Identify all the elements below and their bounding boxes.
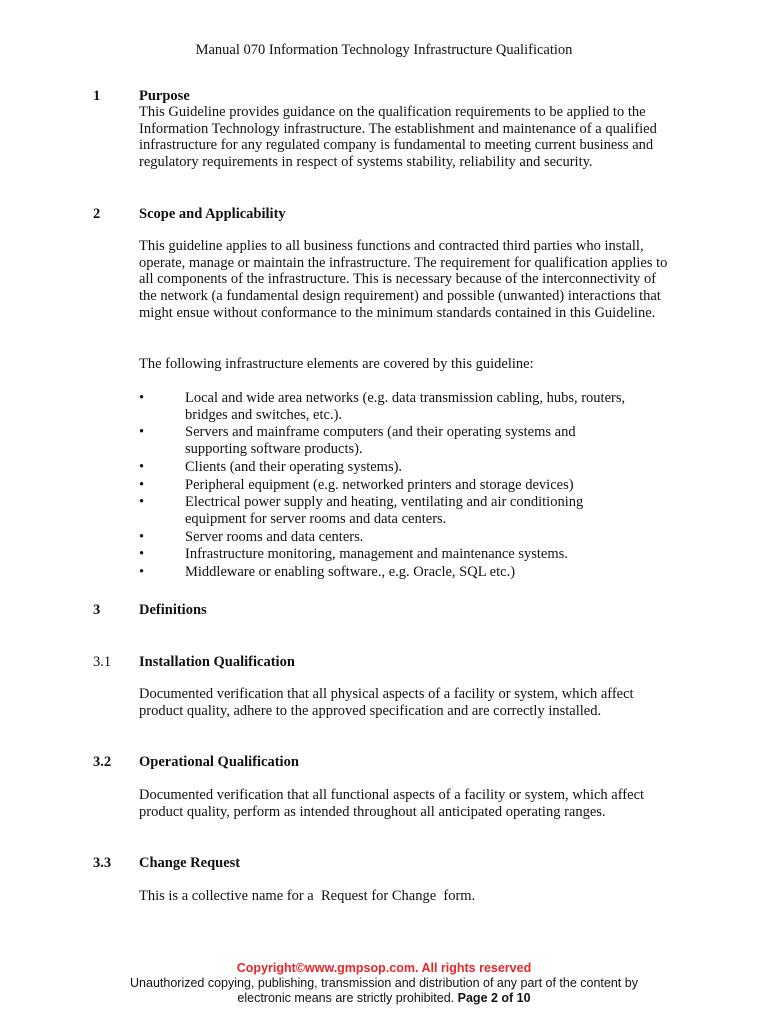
list-item bbox=[139, 477, 639, 494]
notice-line-1: Unauthorized copying, publishing, transmission and distribution of any part of the content by bbox=[130, 976, 638, 990]
bullet-icon: • bbox=[139, 564, 145, 581]
notice-line-2-text: electronic means are strictly prohibited. bbox=[237, 991, 455, 1005]
subsection-number-iq: 3.1 bbox=[93, 654, 112, 670]
list-item bbox=[139, 390, 639, 423]
oq-paragraph: Documented verification that all functional aspects of a facility or system, which affect product quality, perform as intended throughout all anticipated operating ranges. bbox=[139, 787, 645, 820]
infrastructure-elements-list bbox=[139, 390, 639, 582]
subsection-heading-oq: Operational Qualification bbox=[139, 754, 299, 770]
section-heading-definitions: Definitions bbox=[139, 602, 207, 618]
list-item-text: Local and wide area networks (e.g. data transmission cabling, hubs, routers, bridges and switches, etc.). bbox=[185, 390, 626, 423]
page-number: Page 2 of 10 bbox=[457, 991, 531, 1005]
bullet-icon: • bbox=[139, 546, 145, 563]
scope-paragraph: This guideline applies to all business functions and contracted third parties who install, operate, manage or maintain the infrastructure. The requirement for qualification applies to all components of the infrastructure. This is necessary because of the interconnectivity of the network (a fundamental design requirement) and possible (unwanted) interactions that might ensue without conformance to the minimum standards contained in this Guideline. bbox=[139, 238, 668, 321]
section-number-purpose: 1 bbox=[93, 88, 101, 104]
section-number-scope: 2 bbox=[93, 206, 101, 222]
section-number-definitions: 3 bbox=[93, 602, 101, 618]
list-item-text: Peripheral equipment (e.g. networked printers and storage devices) bbox=[185, 476, 574, 493]
list-item bbox=[139, 529, 639, 546]
bullet-icon: • bbox=[139, 476, 145, 493]
list-item-text: Server rooms and data centers. bbox=[185, 528, 364, 545]
document-header-title: Manual 070 Information Technology Infrastructure Qualification bbox=[195, 42, 573, 58]
list-item-text: Clients (and their operating systems). bbox=[185, 458, 403, 475]
cr-paragraph: This is a collective name for a Request for Change form. bbox=[139, 888, 476, 904]
list-item bbox=[139, 424, 639, 457]
purpose-paragraph: This Guideline provides guidance on the qualification requirements to be applied to the Information Technology infrastructure. The establishment and maintenance of a qualified infrastructure for any regulated company is fundamental to meeting current business and regulatory requirements in respect of systems stability, reliability and security. bbox=[139, 104, 657, 171]
notice-line-2 bbox=[0, 991, 768, 1006]
bullet-icon: • bbox=[139, 494, 145, 511]
scope-list-intro: The following infrastructure elements are covered by this guideline: bbox=[139, 356, 534, 372]
list-item bbox=[139, 564, 639, 581]
list-item-text: Infrastructure monitoring, management and maintenance systems. bbox=[185, 546, 568, 563]
subsection-heading-iq: Installation Qualification bbox=[139, 654, 295, 670]
list-item-text: Electrical power supply and heating, ventilating and air conditioning equipment for server rooms and data centers. bbox=[185, 494, 584, 527]
iq-paragraph: Documented verification that all physical aspects of a facility or system, which affect product quality, adhere to the approved specification and are correctly installed. bbox=[139, 686, 634, 719]
list-item-text: Middleware or enabling software., e.g. Oracle, SQL etc.) bbox=[185, 564, 516, 581]
list-item bbox=[139, 459, 639, 476]
bullet-icon: • bbox=[139, 390, 145, 406]
bullet-icon: • bbox=[139, 458, 145, 475]
subsection-number-oq: 3.2 bbox=[93, 754, 112, 770]
section-heading-purpose: Purpose bbox=[139, 88, 190, 104]
bullet-icon: • bbox=[139, 424, 145, 441]
copyright-notice: Copyright©www.gmpsop.com. All rights reserved bbox=[236, 961, 532, 975]
section-heading-scope: Scope and Applicability bbox=[139, 206, 286, 222]
bullet-icon: • bbox=[139, 528, 145, 545]
list-item bbox=[139, 494, 639, 527]
subsection-heading-cr: Change Request bbox=[139, 855, 241, 871]
list-item-text: Servers and mainframe computers (and their operating systems and supporting software products). bbox=[185, 424, 576, 458]
distribution-notice bbox=[0, 976, 768, 1006]
list-item bbox=[139, 546, 639, 563]
subsection-number-cr: 3.3 bbox=[93, 855, 112, 871]
